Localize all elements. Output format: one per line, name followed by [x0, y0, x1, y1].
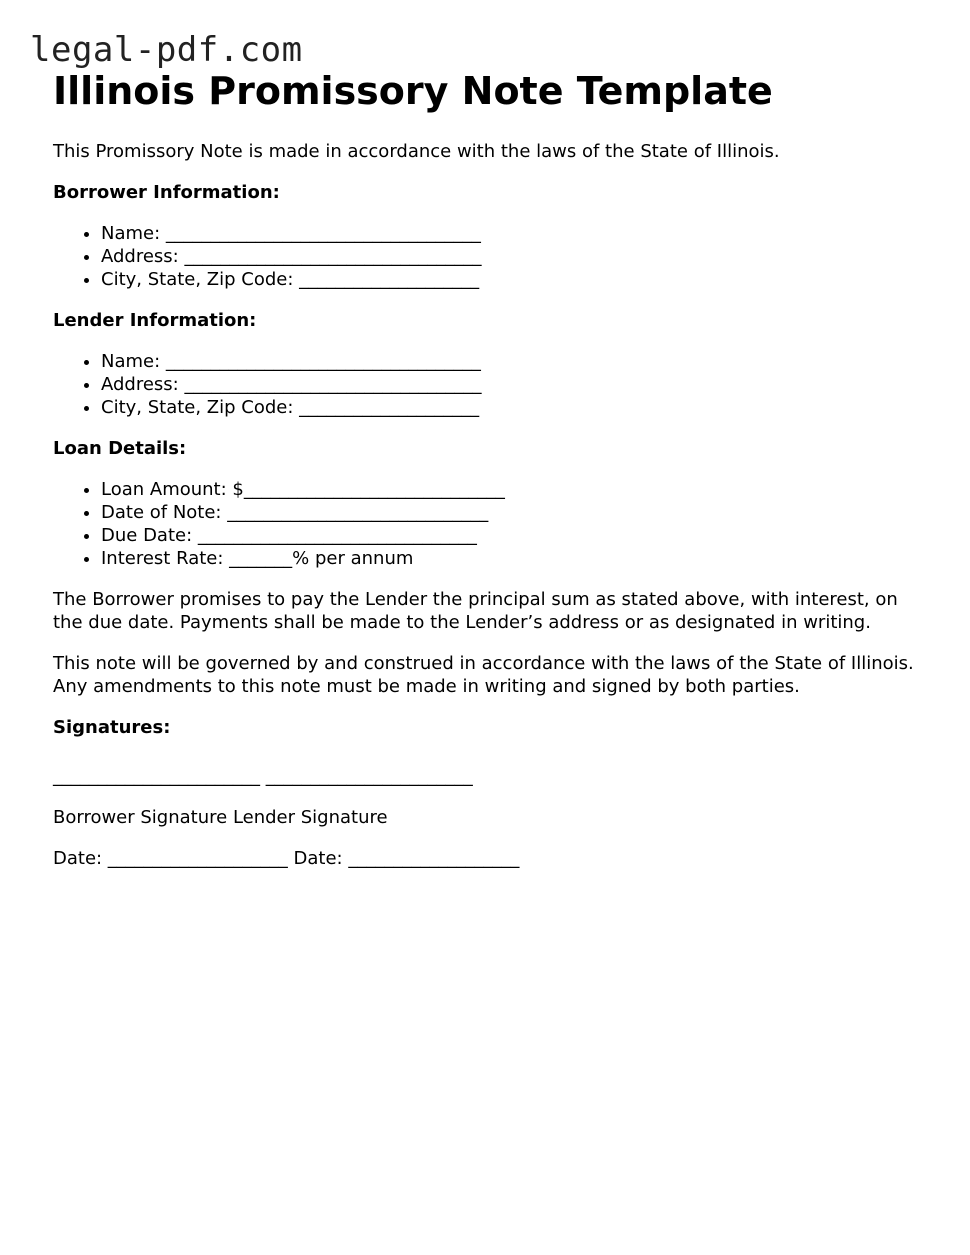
intro-paragraph: This Promissory Note is made in accordance with the laws of the State of Illinois.: [53, 141, 780, 162]
loan-list: [53, 478, 933, 570]
watermark: legal-pdf.com: [30, 30, 303, 70]
loan-amount-item: • Loan Amount: $_____________________________: [101, 478, 933, 501]
lender-list: [53, 350, 933, 419]
lender-city-item: • City, State, Zip Code: ____________________: [101, 396, 933, 419]
due-date-item: • Due Date: _______________________________: [101, 524, 933, 547]
signature-dates: Date: ____________________ Date: ___________________: [53, 848, 520, 869]
borrower-city-item: • City, State, Zip Code: ____________________: [101, 268, 933, 291]
borrower-list: [53, 222, 933, 291]
lender-heading: Lender Information:: [53, 310, 257, 331]
governing-law-paragraph: This note will be governed by and construed in accordance with the laws of the State of Illinois. Any amendments to this note must be made in writing and signed by both parties.: [53, 653, 914, 697]
borrower-name-item: • Name: ___________________________________: [101, 222, 933, 245]
signature-labels: Borrower Signature Lender Signature: [53, 807, 388, 828]
signatures-heading: Signatures:: [53, 717, 171, 738]
borrower-heading: Borrower Information:: [53, 182, 280, 203]
lender-name-item: • Name: ___________________________________: [101, 350, 933, 373]
loan-heading: Loan Details:: [53, 438, 187, 459]
borrower-address-item: • Address: _________________________________: [101, 245, 933, 268]
interest-rate-item: • Interest Rate: _______% per annum: [101, 547, 933, 570]
signature-lines: _______________________ _______________________: [53, 766, 473, 787]
page-title: Illinois Promissory Note Template: [53, 69, 773, 113]
document-body: [53, 68, 933, 870]
lender-address-item: • Address: _________________________________: [101, 373, 933, 396]
promise-paragraph: The Borrower promises to pay the Lender the principal sum as stated above, with interest, on the due date. Payments shall be made to the Lender’s address or as designated in writing.: [53, 589, 898, 633]
date-of-note-item: • Date of Note: _____________________________: [101, 501, 933, 524]
